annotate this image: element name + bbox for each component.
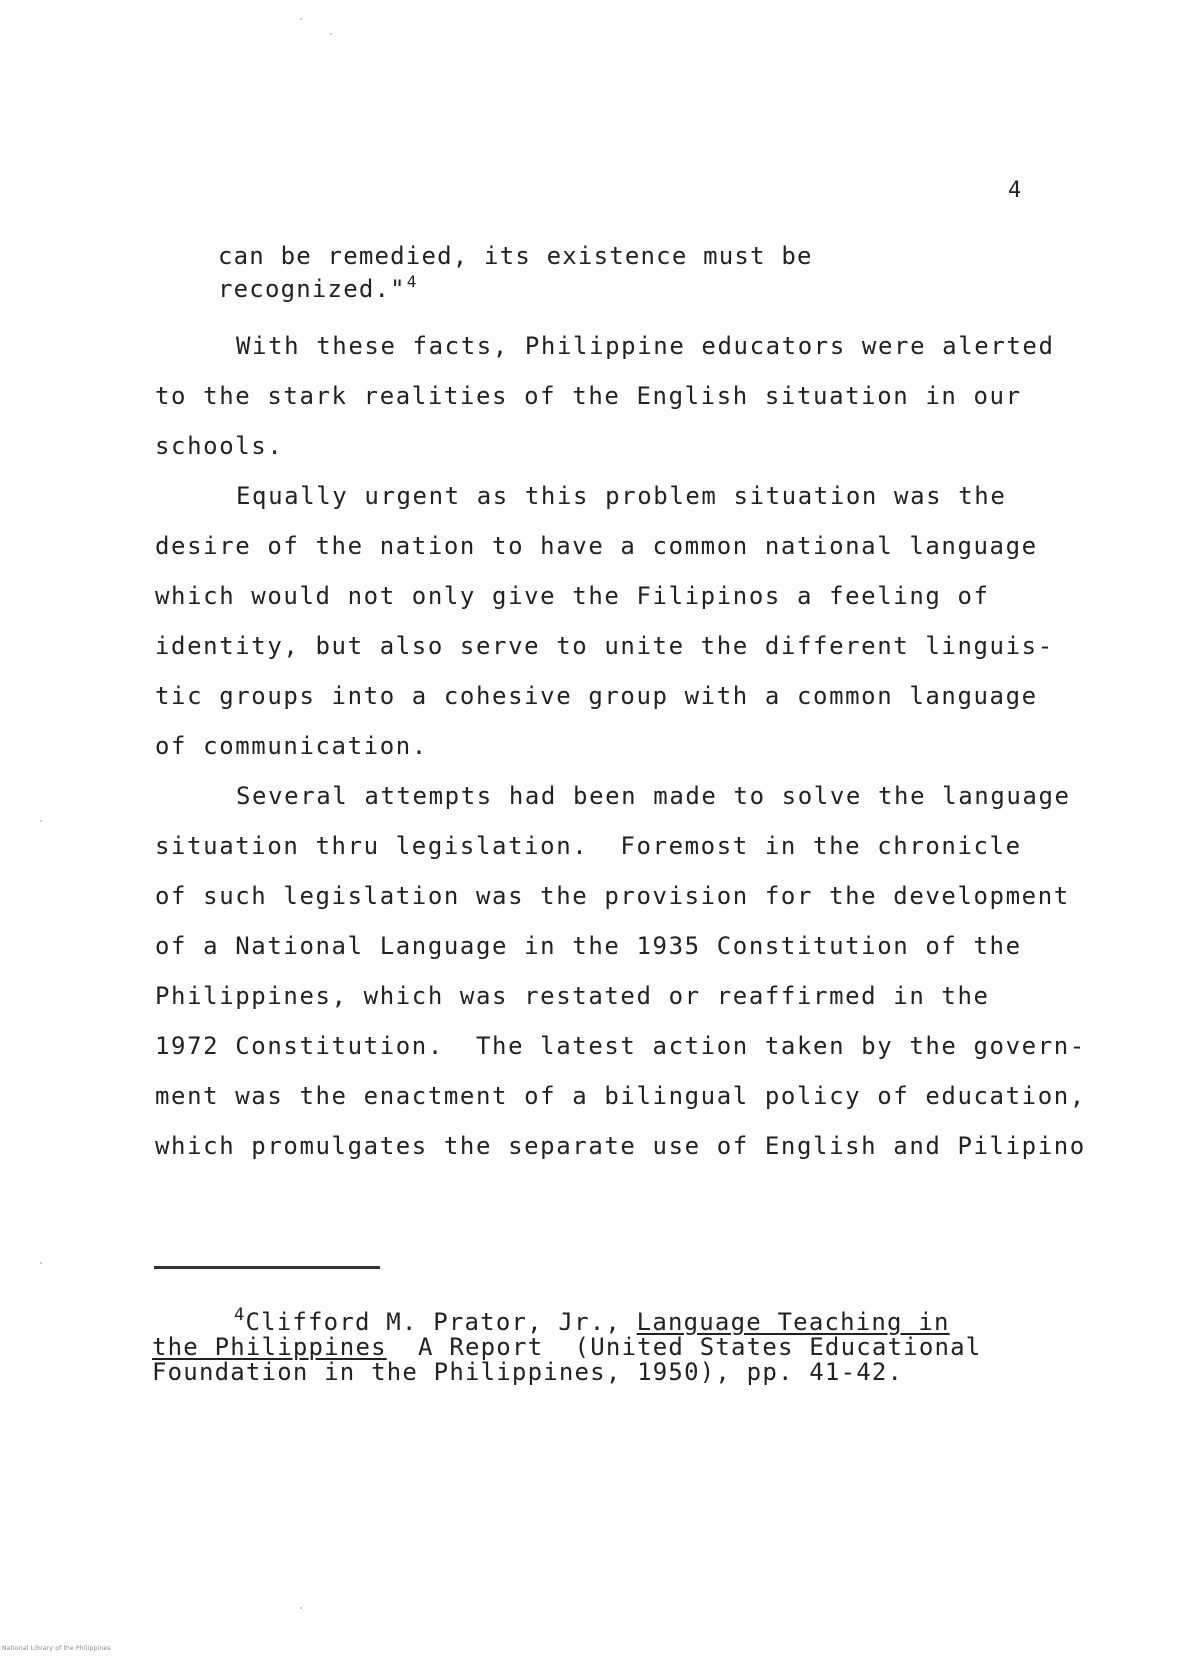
paragraph-3-line: which promulgates the separate use of English and Pilipino	[155, 1132, 1086, 1160]
scan-speck	[330, 33, 332, 35]
footnote	[152, 1303, 981, 1385]
footnote-title-part-2: the Philippines	[152, 1333, 387, 1361]
paragraph-3-line: Philippines, which was restated or reaffirmed in the	[155, 982, 990, 1010]
paragraph-2-line: Equally urgent as this problem situation was the	[236, 482, 1007, 510]
paragraph-1-line: schools.	[155, 432, 284, 460]
scan-speck	[40, 820, 42, 822]
paragraph-3-line: Several attempts had been made to solve the language	[236, 782, 1071, 810]
paragraph-2-line: tic groups into a cohesive group with a common language	[155, 682, 1038, 710]
paragraph-1-line: With these facts, Philippine educators were alerted	[236, 332, 1055, 360]
page-number: 4	[1008, 178, 1023, 203]
paragraph-3-line: ment was the enactment of a bilingual policy of education,	[155, 1082, 1086, 1110]
footnote-line-2-rest: A Report (United States Educational	[386, 1333, 982, 1361]
scan-speck	[300, 1607, 302, 1609]
paragraph-2-line: which would not only give the Filipinos a feeling of	[155, 582, 990, 610]
footnote-title-part-1: Language Teaching in	[636, 1308, 950, 1336]
scan-speck	[300, 18, 302, 20]
paragraph-3-line: of such legislation was the provision for the development	[155, 882, 1070, 910]
paragraph-3-line: of a National Language in the 1935 Constitution of the	[155, 932, 1022, 960]
footnote-separator	[154, 1266, 380, 1269]
footnote-author: Clifford M. Prator, Jr.,	[245, 1308, 637, 1336]
paragraph-3-line: situation thru legislation. Foremost in the chronicle	[155, 832, 1022, 860]
footnote-line-3: Foundation in the Philippines, 1950), pp. 41-42.	[152, 1358, 904, 1386]
paragraph-1-line: to the stark realities of the English situation in our	[155, 382, 1022, 410]
quote-line-1: can be remedied, its existence must be	[218, 242, 813, 270]
paragraph-2-line: identity, but also serve to unite the different linguis-	[155, 632, 1054, 660]
footnote-marker: 4	[234, 1305, 246, 1325]
paragraph-2-line: of communication.	[155, 732, 428, 760]
scan-marginalia: National Library of the Philippines	[2, 1645, 111, 1652]
quotation-ending	[218, 244, 813, 302]
paragraph-2-line: desire of the nation to have a common national language	[155, 532, 1038, 560]
paragraph-3-line: 1972 Constitution. The latest action taken by the govern-	[155, 1032, 1086, 1060]
scan-speck	[40, 1262, 42, 1264]
quote-line-2: recognized."	[218, 275, 406, 303]
footnote-reference: 4	[406, 272, 418, 291]
